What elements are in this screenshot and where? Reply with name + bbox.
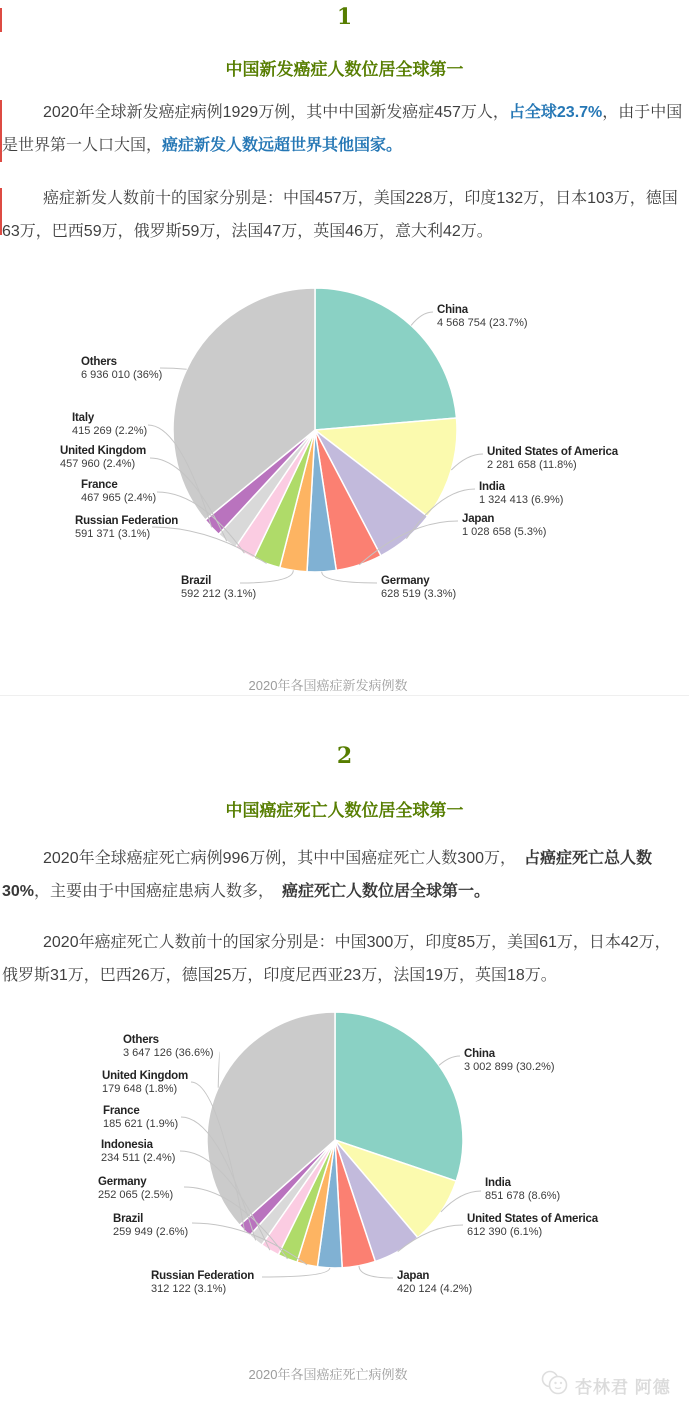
pie-label-country: Italy [72,412,95,424]
text-run: ，由于中国是世界第一人口大国， [2,104,683,154]
pie-label-country: France [103,1105,140,1117]
pie-label-value: 612 390 (6.1%) [467,1225,543,1238]
pie-label-value: 3 002 899 (30.2%) [464,1060,555,1073]
leader-line-china [411,312,433,325]
pie-label-india [485,1177,560,1202]
pie-label-value: 179 648 (1.8%) [102,1082,178,1095]
pie-label-united-states-of-america [487,446,618,471]
pie-label-value: 259 949 (2.6%) [113,1225,189,1238]
pie-label-value: 3 647 126 (36.6%) [123,1046,214,1059]
pie-label-united-kingdom [102,1070,188,1095]
pie-label-value: 1 028 658 (5.3%) [462,525,547,538]
paragraph-deaths-summary [2,842,686,908]
paragraph-new-cases-summary [2,96,686,162]
pie-label-country: China [464,1048,495,1060]
pie-label-indonesia [101,1139,175,1164]
pie-label-united-states-of-america [467,1213,598,1238]
pie-label-france [103,1105,178,1130]
text-run: 2020年全球癌症死亡病例996万例，其中中国癌症死亡人数300万， [43,850,508,867]
paragraph-new-cases-top10 [2,182,686,248]
pie-label-china [464,1048,555,1073]
watermark [540,1370,671,1401]
pie-label-country: United States of America [467,1213,598,1225]
pie-label-value: 592 212 (3.1%) [181,587,257,600]
section-1-heading: 中国新发癌症人数位居全球第一 [225,60,464,79]
pie-label-russian-federation [151,1270,254,1295]
watermark-text: 杏林君 阿德 [575,1378,671,1397]
pie-label-country: China [437,304,468,316]
pie-label-country: Russian Federation [75,515,179,527]
pie-label-india [479,481,563,506]
pie-label-country: United Kingdom [60,445,146,457]
pie-label-china [437,304,528,329]
pie-label-value: 420 124 (4.2%) [397,1282,473,1295]
leader-line-united-states-of-america [451,454,483,470]
pie-label-others [81,356,162,381]
section-2-heading: 中国癌症死亡人数位居全球第一 [225,801,464,820]
text-run: ，主要由于中国癌症患病人数多， [34,883,267,900]
pie-label-country: France [81,479,118,491]
pie-label-value: 1 324 413 (6.9%) [479,493,564,506]
pie-label-value: 851 678 (8.6%) [485,1189,561,1202]
pie-label-value: 252 065 (2.5%) [98,1188,174,1201]
chart-1-caption: 2020年各国癌症新发病例数 [248,678,408,693]
highlight-run: 占全球23.7% [508,104,603,121]
leader-line-others [160,368,187,369]
pie-label-brazil [181,575,256,600]
pie-label-value: 234 511 (2.4%) [101,1151,176,1164]
pie-label-others [123,1034,214,1059]
pie-label-country: Brazil [181,575,212,587]
text-run: 2020年全球新发癌症病例1929万例，其中中国新发癌症457万人， [43,104,509,121]
section-1-number: 1 [336,4,353,30]
highlight-run: 癌症新发人数远超世界其他国家。 [162,137,403,154]
leader-line-germany [322,572,377,583]
pie-label-value: 467 965 (2.4%) [81,491,157,504]
pie-label-country: Japan [397,1270,430,1282]
leader-line-china [439,1056,460,1065]
pie-label-country: India [479,481,505,493]
pie-label-value: 415 269 (2.2%) [72,424,148,437]
section-divider [0,695,689,696]
wechat-ghost-icon [540,1370,570,1401]
pie-label-value: 185 621 (1.9%) [103,1117,179,1130]
pie-label-germany [381,575,456,600]
pie-label-value: 2 281 658 (11.8%) [487,458,577,471]
leader-line-others [218,1052,220,1088]
pie-label-country: Germany [98,1176,147,1188]
pie-slice-china [315,288,457,430]
pie-label-france [81,479,156,504]
pie-label-russian-federation [75,515,178,540]
pie-label-country: United Kingdom [102,1070,188,1082]
chart-2-caption: 2020年各国癌症死亡病例数 [248,1367,408,1382]
pie-label-country: Russian Federation [151,1270,255,1282]
leader-line-japan [359,1266,393,1278]
pie-label-country: Indonesia [101,1139,153,1151]
pie-label-country: United States of America [487,446,618,458]
pie-label-italy [72,412,147,437]
pie-label-united-kingdom [60,445,146,470]
pie-label-country: Others [123,1034,159,1046]
pie-label-japan [397,1270,472,1295]
pie-label-value: 628 519 (3.3%) [381,587,457,600]
pie-label-country: Japan [462,513,495,525]
pie-chart-new-cases [0,280,689,615]
section-2-number: 2 [336,743,353,769]
highlight-run: 占癌症死亡总人数30% [2,850,653,900]
pie-label-value: 312 122 (3.1%) [151,1282,227,1295]
pie-chart-deaths [0,1005,689,1305]
pie-label-country: Brazil [113,1213,144,1225]
pie-label-brazil [113,1213,188,1238]
pie-label-country: Germany [381,575,430,587]
pie-label-germany [98,1176,173,1201]
pie-label-value: 591 371 (3.1%) [75,527,151,540]
text-run: 2020年癌症死亡人数前十的国家分别是：中国300万，印度85万，美国61万，日本42万，俄罗斯31万，巴西26万，德国25万，印度尼西亚23万，法国19万，英国18万。 [2,934,671,984]
pie-label-country: Others [81,356,117,368]
pie-label-country: India [485,1177,511,1189]
pie-label-japan [462,513,546,538]
pie-label-value: 457 960 (2.4%) [60,457,136,470]
highlight-run: 癌症死亡人数位居全球第一。 [266,883,491,900]
pie-label-value: 4 568 754 (23.7%) [437,316,528,329]
text-run: 癌症新发人数前十的国家分别是：中国457万，美国228万，印度132万，日本103万，德国63万，巴西59万，俄罗斯59万，法国47万，英国46万，意大利42万。 [2,190,678,240]
paragraph-deaths-top10 [2,926,686,992]
pie-label-value: 6 936 010 (36%) [81,368,163,381]
leader-line-russian-federation [262,1268,330,1277]
